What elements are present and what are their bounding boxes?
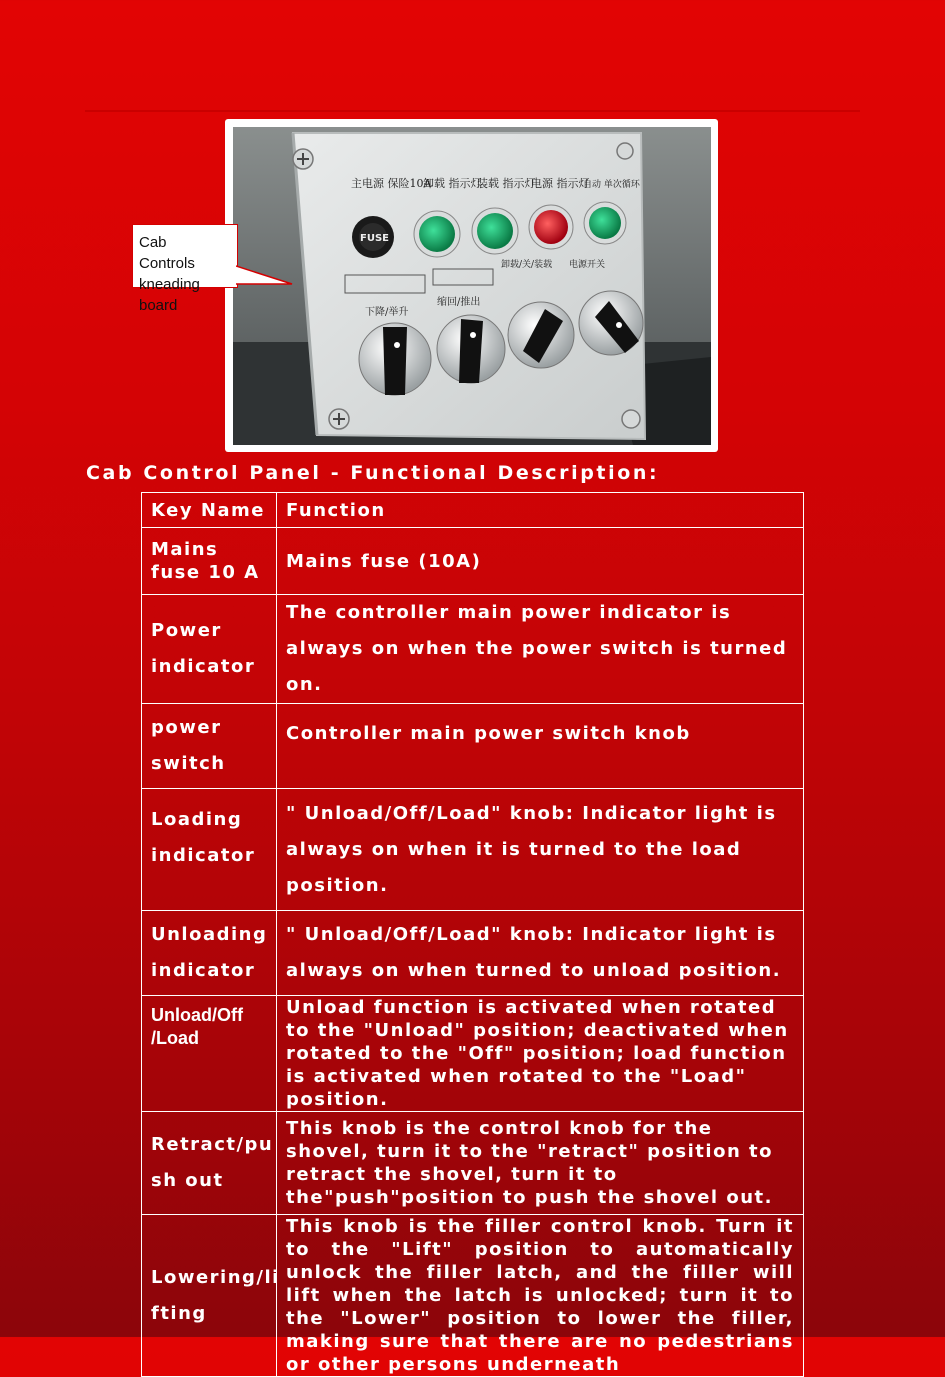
row-function: Controller main power switch knob — [277, 704, 804, 789]
power-indicator-light — [534, 210, 568, 244]
table-row — [142, 996, 804, 1112]
auto-cycle-light — [589, 207, 621, 239]
table-header-row — [142, 493, 804, 528]
unload-off-load-knob — [508, 302, 574, 368]
label-auto-cycle: 自动 单次循环 — [583, 180, 640, 190]
header-key-name: Key Name — [142, 493, 277, 528]
header-function: Function — [277, 493, 804, 528]
section-heading: Cab Control Panel - Functional Description: — [86, 462, 660, 484]
row-function: " Unload/Off/Load" knob: Indicator light is always on when it is turned to the load position. — [277, 789, 804, 911]
table-row — [142, 704, 804, 789]
control-panel-illustration — [233, 127, 711, 445]
row-function: Mains fuse (10A) — [277, 528, 804, 595]
row-key: Retract/pu sh out — [142, 1112, 277, 1215]
label-retract-push: 缩回/推出 — [437, 297, 481, 308]
label-power-switch: 电源开关 — [569, 260, 606, 270]
table-row — [142, 789, 804, 911]
table-row — [142, 911, 804, 996]
callout-label: Cab Controls kneading board — [132, 224, 238, 288]
table-row — [142, 1112, 804, 1215]
row-key: Lowering/li fting — [142, 1215, 277, 1377]
table-row — [142, 528, 804, 595]
function-table — [141, 492, 804, 1377]
row-function: " Unload/Off/Load" knob: Indicator light is always on when turned to unload position. — [277, 911, 804, 996]
row-function: This knob is the control knob for the shovel, turn it to the "retract" position to retract the shovel, turn it to the"push"position to push the shovel out. — [277, 1112, 804, 1215]
label-unload-light: 卸载 指示灯 — [423, 177, 482, 190]
row-key: Mains fuse 10 A — [142, 528, 277, 595]
fuse-text: FUSE — [360, 233, 389, 244]
label-load-light: 装载 指示灯 — [477, 177, 536, 190]
row-function: This knob is the filler control knob. Turn it to the "Lift" position to automatically unlock the filler latch, and the filler will lift when the latch is unlocked; turn it to the "Lower" position to lower the filler, making sure that there are no pedestrians or other persons underneath — [277, 1215, 804, 1377]
top-divider — [85, 110, 860, 112]
label-main-fuse: 主电源 保险10A — [351, 177, 432, 190]
table-row — [142, 1215, 804, 1377]
label-unload-off-load: 卸载/关/装载 — [501, 260, 553, 270]
callout-pointer — [236, 262, 296, 292]
row-function: The controller main power indicator is always on when the power switch is turned on. — [277, 595, 804, 704]
row-key: Power indicator — [142, 595, 277, 704]
row-key: Loading indicator — [142, 789, 277, 911]
lower-lift-knob — [359, 323, 431, 395]
row-key: Unloading indicator — [142, 911, 277, 996]
retract-push-knob — [437, 315, 505, 383]
row-key: power switch — [142, 704, 277, 789]
row-key: Unload/Off /Load — [142, 996, 277, 1112]
control-panel-photo — [225, 119, 718, 452]
row-function: Unload function is activated when rotated to the "Unload" position; deactivated when rotated to the "Off" position; load function is activated when rotated to the "Load" position. — [277, 996, 804, 1112]
load-indicator-light — [477, 213, 513, 249]
unload-indicator-light — [419, 216, 455, 252]
power-switch-knob — [579, 291, 643, 355]
label-lower-lift: 下降/举升 — [365, 307, 409, 318]
label-power-light: 电源 指示灯 — [531, 177, 590, 190]
table-row — [142, 595, 804, 704]
